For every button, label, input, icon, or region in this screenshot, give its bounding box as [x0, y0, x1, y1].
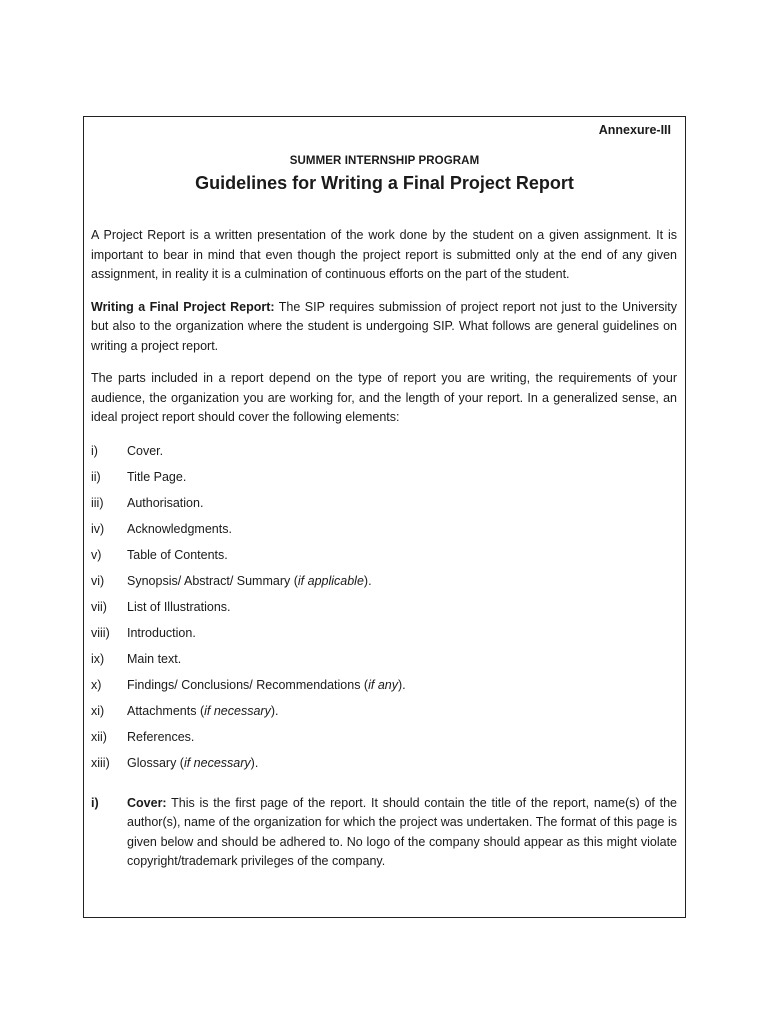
- list-item-label: Authorisation.: [127, 495, 204, 510]
- cover-section: [91, 794, 677, 872]
- list-item-label: Acknowledgments.: [127, 521, 232, 536]
- list-item-label: Title Page.: [127, 469, 187, 484]
- list-item: [91, 728, 677, 754]
- list-item-text: [127, 676, 406, 702]
- list-item-number: xi): [91, 703, 105, 718]
- page-title: Guidelines for Writing a Final Project Report: [195, 173, 574, 193]
- list-item-note: if necessary: [204, 703, 271, 718]
- list-item-label: Synopsis/ Abstract/ Summary (: [127, 573, 298, 588]
- document-body: [91, 226, 677, 872]
- list-item-number: ix): [91, 651, 105, 666]
- annexure-label: Annexure-III: [598, 123, 671, 137]
- list-item: [91, 494, 677, 520]
- list-item-number: vii): [91, 599, 107, 614]
- list-item-text: [127, 572, 372, 598]
- list-item-note: if any: [368, 677, 398, 692]
- list-item-number: x): [91, 677, 102, 692]
- list-item-label: Table of Contents.: [127, 547, 228, 562]
- list-item-text: [127, 624, 196, 650]
- list-item-number: ii): [91, 469, 101, 484]
- list-item: [91, 572, 677, 598]
- list-item-number: iii): [91, 495, 104, 510]
- list-item-text: [127, 546, 228, 572]
- cover-section-label: Cover:: [127, 795, 167, 810]
- list-item-tail: ).: [250, 755, 259, 770]
- list-item-text: [127, 728, 194, 754]
- list-item-text: [127, 468, 186, 494]
- cover-section-text: [127, 794, 677, 872]
- list-item-number: xii): [91, 729, 107, 744]
- list-item-text: [127, 702, 278, 728]
- list-item: [91, 754, 677, 780]
- list-item-note: if applicable: [297, 573, 364, 588]
- list-item-text: [127, 598, 231, 624]
- list-item: [91, 468, 677, 494]
- list-item-tail: ).: [270, 703, 279, 718]
- list-item-label: List of Illustrations.: [127, 599, 231, 614]
- list-item-text: [127, 650, 181, 676]
- list-item-text: [127, 442, 163, 468]
- cover-section-number: i): [91, 795, 99, 810]
- list-item: [91, 702, 677, 728]
- list-item-text: [127, 494, 203, 520]
- parts-paragraph: The parts included in a report depend on the type of report you are writing, the requirements of your audience, the organization you are working for, and the length of your report. In a generalized sense, an ideal project report should cover the following elements:: [91, 371, 677, 424]
- list-item-label: References.: [127, 729, 195, 744]
- list-item-label: Attachments (: [127, 703, 205, 718]
- writing-paragraph: [91, 298, 677, 357]
- intro-paragraph: A Project Report is a written presentation of the work done by the student on a given assignment. It is important to bear in mind that even though the project report is submitted only at the end of any given assignment, in reality it is a culmination of continuous efforts on the part of the student.: [91, 228, 677, 281]
- list-item-note: if necessary: [183, 755, 251, 770]
- list-item: [91, 598, 677, 624]
- elements-list: [91, 442, 677, 780]
- list-item: [91, 624, 677, 650]
- list-item-tail: ).: [363, 573, 372, 588]
- list-item: [91, 546, 677, 572]
- document-frame: [83, 116, 686, 918]
- list-item-tail: ).: [397, 677, 406, 692]
- list-item: [91, 442, 677, 468]
- list-item-number: i): [91, 443, 98, 458]
- list-item-text: [127, 754, 258, 780]
- list-item: [91, 650, 677, 676]
- list-item-number: iv): [91, 521, 105, 536]
- list-item-label: Findings/ Conclusions/ Recommendations (: [127, 677, 369, 692]
- cover-section-body: This is the first page of the report. It should contain the title of the report, name(s) of the author(s), name of the organization for which the project was undertaken. The format of this page is given below and should be adhered to. No logo of the company should appear as this might violate copyright/trademark privileges of the company.: [127, 795, 677, 868]
- list-item-label: Main text.: [127, 651, 182, 666]
- list-item-text: [127, 520, 232, 546]
- list-item: [91, 676, 677, 702]
- list-item-number: xiii): [91, 755, 110, 770]
- writing-label: Writing a Final Project Report:: [91, 299, 275, 314]
- list-item-number: v): [91, 547, 102, 562]
- list-item-label: Cover.: [127, 443, 164, 458]
- list-item-label: Glossary (: [127, 755, 184, 770]
- list-item-label: Introduction.: [127, 625, 196, 640]
- list-item: [91, 520, 677, 546]
- list-item-number: viii): [91, 625, 110, 640]
- writing-text: The SIP requires submission of project report not just to the University but also to the organization where the student is undergoing SIP. What follows are general guidelines on writing a project report.: [91, 299, 677, 353]
- list-item-number: vi): [91, 573, 105, 588]
- program-heading: SUMMER INTERNSHIP PROGRAM: [289, 155, 480, 167]
